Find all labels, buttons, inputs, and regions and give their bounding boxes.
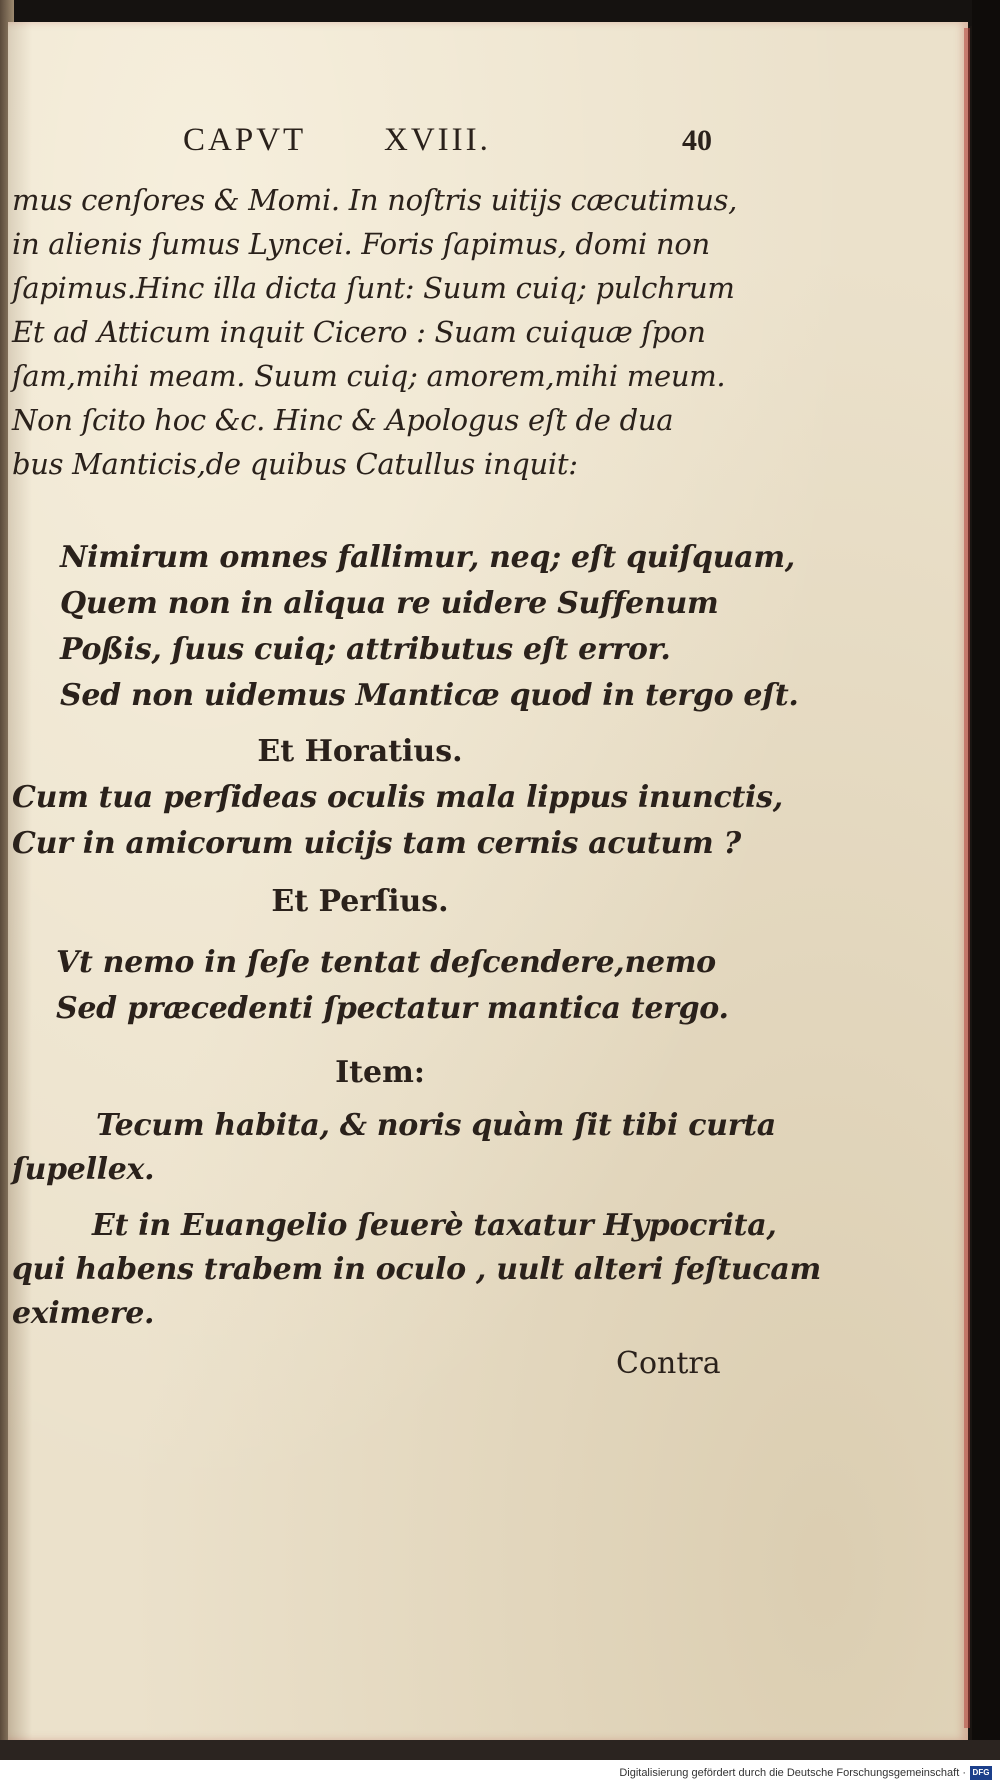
persius-verse-line: Vt nemo in ſeſe tentat deſcendere,nemo — [56, 945, 716, 980]
prose-line: ſam,mihi meam. Suum cuiq; amorem,mihi meum. — [12, 359, 726, 393]
running-header-caput: CAPVT — [183, 122, 307, 158]
horatius-heading: Et Horatius. — [257, 734, 463, 769]
prose-line: ſapimus.Hinc illa dicta ſunt: Suum cuiq; pulchrum — [12, 271, 735, 305]
persius-heading: Et Perſius. — [271, 884, 449, 919]
prose-line: bus Manticis,de quibus Catullus inquit: — [12, 447, 578, 481]
dfg-logo: DFG — [970, 1766, 992, 1780]
prose-line: Non ſcito hoc &c. Hinc & Apologus eſt de dua — [12, 403, 674, 437]
scan-right-border — [972, 0, 1000, 1760]
prose-line: mus cenſores & Momi. In noſtris uitijs cæcutimus, — [12, 183, 738, 217]
closing-line: Et in Euangelio ſeuerè taxatur Hypocrita, — [92, 1208, 777, 1243]
item-heading: Item: — [335, 1055, 425, 1090]
red-page-edge — [964, 28, 970, 1728]
catullus-verse-line: Poßis, ſuus cuiq; attributus eſt error. — [60, 632, 671, 667]
catchword: Contra — [616, 1346, 721, 1381]
catullus-verse-line: Nimirum omnes fallimur, neq; eſt quiſquam, — [60, 540, 795, 575]
folio-number: 40 — [682, 124, 712, 157]
item-line: Tecum habita, & noris quàm ſit tibi curta — [96, 1108, 776, 1143]
prose-line: in alienis ſumus Lyncei. Foris ſapimus, domi non — [12, 227, 710, 261]
catullus-verse-line: Sed non uidemus Manticæ quod in tergo eſt. — [60, 678, 799, 713]
catullus-verse-line: Quem non in aliqua re uidere Suffenum — [60, 586, 719, 621]
closing-line: eximere. — [12, 1296, 155, 1331]
scan-bottom-border — [0, 1740, 1000, 1760]
persius-verse-line: Sed præcedenti ſpectatur mantica tergo. — [56, 991, 729, 1026]
horatius-verse-line: Cum tua perſideas oculis mala lippus inunctis, — [12, 780, 783, 815]
running-header-numeral: XVIII. — [384, 122, 491, 158]
closing-line: qui habens trabem in oculo , uult alteri feſtucam — [12, 1252, 821, 1287]
horatius-verse-line: Cur in amicorum uicijs tam cernis acutum ? — [12, 826, 741, 861]
funding-notice: Digitalisierung gefördert durch die Deutsche Forschungsgemeinschaft · — [619, 1767, 966, 1779]
prose-line: Et ad Atticum inquit Cicero : Suam cuiquæ ſpon — [12, 315, 706, 349]
item-line: ſupellex. — [12, 1152, 155, 1187]
